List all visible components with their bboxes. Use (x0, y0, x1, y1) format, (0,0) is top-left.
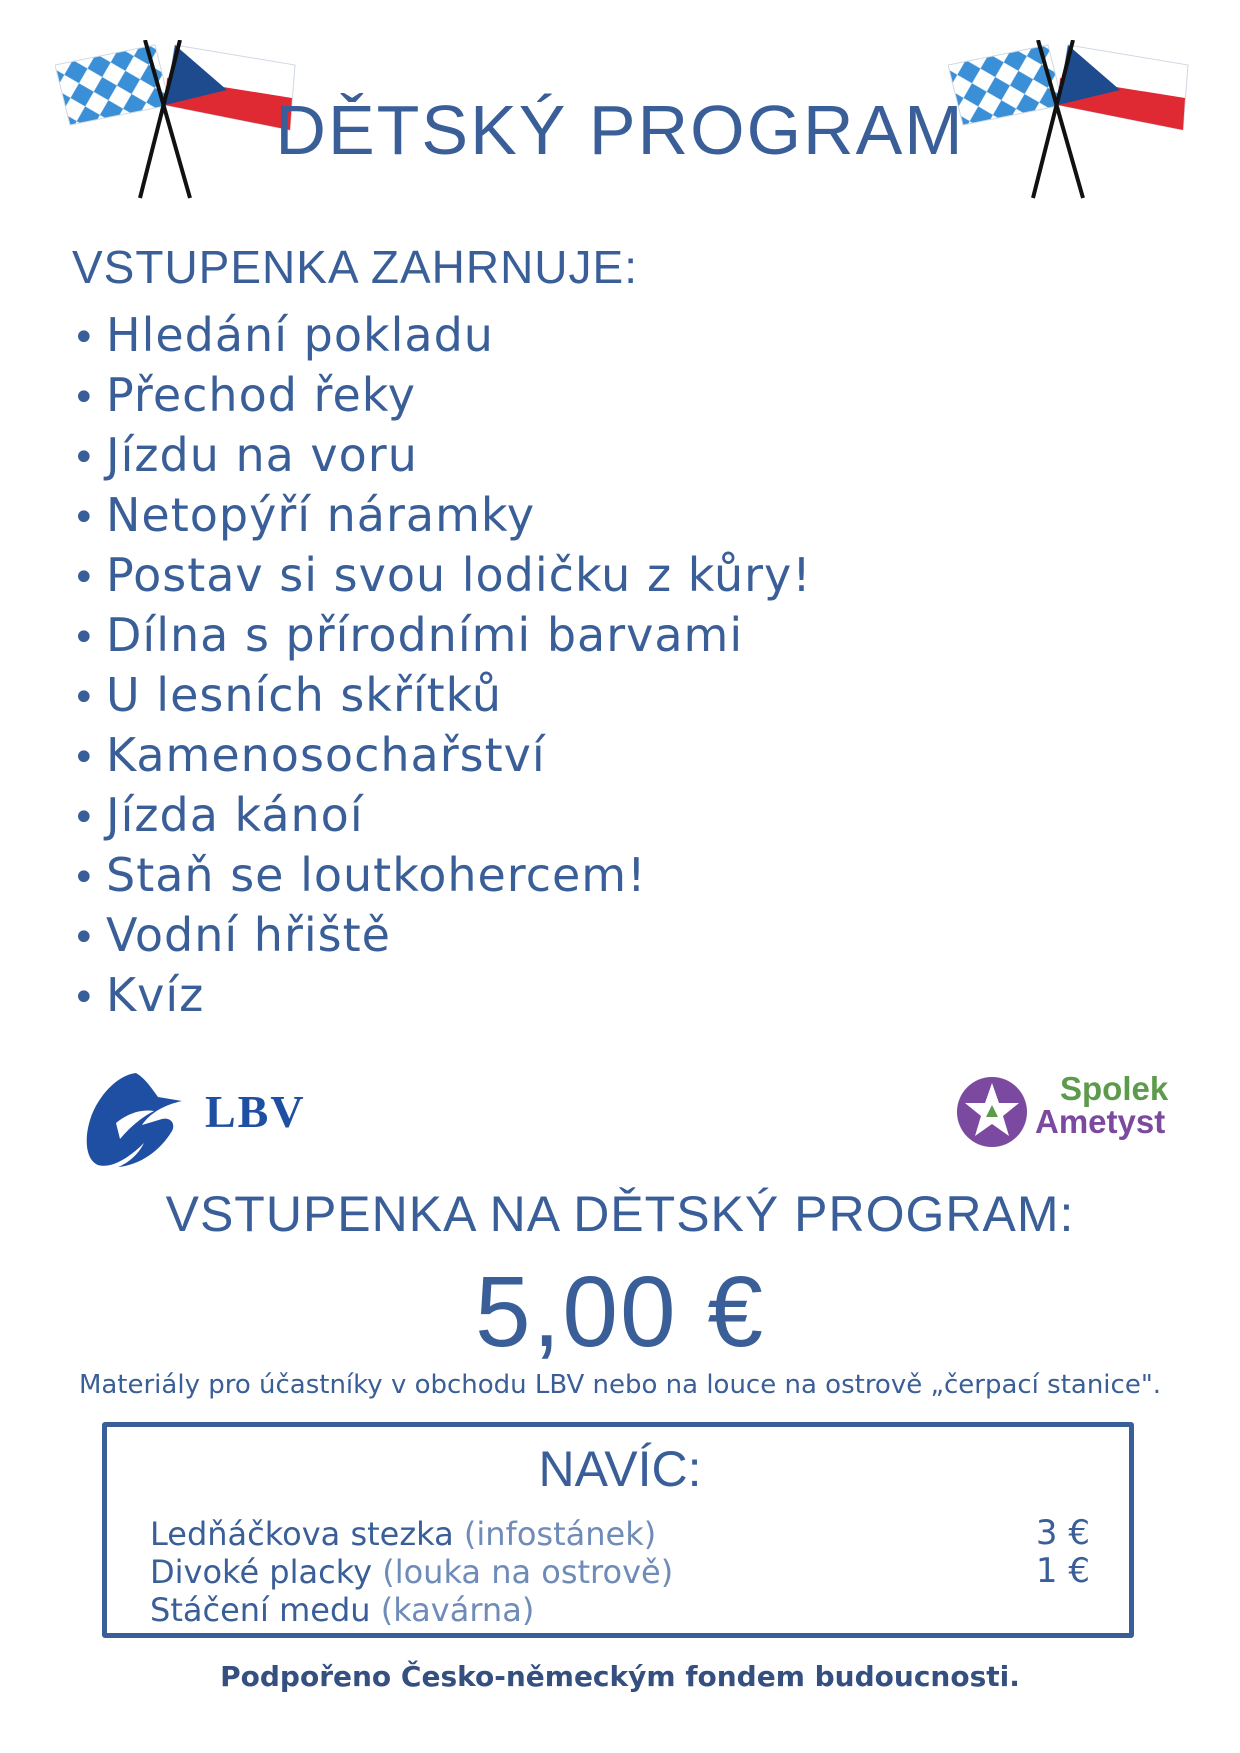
materials-note: Materiály pro účastníky v obchodu LBV nebo na louce na ostrově „čerpací stanice". (78, 1370, 1162, 1400)
ticket-price: 5,00 € (474, 1256, 766, 1368)
extra-row: Stáčení medu (kavárna) (150, 1591, 535, 1629)
page-title: DĚTSKÝ PROGRAM (275, 91, 965, 169)
kingfisher-icon (78, 1065, 198, 1170)
list-item: • Kvíz (72, 968, 205, 1022)
list-item: • Hledání pokladu (72, 308, 494, 362)
extra-price: 3 € (1035, 1513, 1090, 1553)
list-item: • Netopýří náramky (72, 488, 536, 542)
lbv-logo-text: LBV (205, 1086, 306, 1137)
includes-list (72, 305, 812, 1025)
list-item: • Dílna s přírodními barvami (72, 608, 744, 662)
list-item: • U lesních skřítků (72, 668, 503, 722)
ametyst-star-icon (955, 1075, 1029, 1149)
spolek-logo-text: Spolek (1060, 1070, 1169, 1107)
list-item: • Vodní hřiště (72, 908, 391, 962)
list-item: • Staň se loutkohercem! (72, 848, 647, 902)
ametyst-logo-text: Ametyst (1035, 1103, 1166, 1140)
extra-row: Divoké placky (louka na ostrově) (150, 1553, 674, 1591)
list-item: • Jízda kánoí (72, 788, 364, 842)
extra-price: 1 € (1035, 1551, 1090, 1591)
includes-heading: VSTUPENKA ZAHRNUJE: (72, 241, 638, 293)
extra-title: NAVÍC: (538, 1441, 702, 1497)
list-item: • Přechod řeky (72, 368, 416, 422)
extra-row: Ledňáčkova stezka (infostánek) (150, 1515, 657, 1553)
list-item: • Jízdu na voru (72, 428, 418, 482)
list-item: • Kamenosochařství (72, 728, 546, 782)
footer-note: Podpořeno Česko-německým fondem budoucnosti. (220, 1660, 1020, 1693)
ticket-title: VSTUPENKA NA DĚTSKÝ PROGRAM: (165, 1186, 1075, 1242)
list-item: • Postav si svou lodičku z kůry! (72, 548, 812, 602)
